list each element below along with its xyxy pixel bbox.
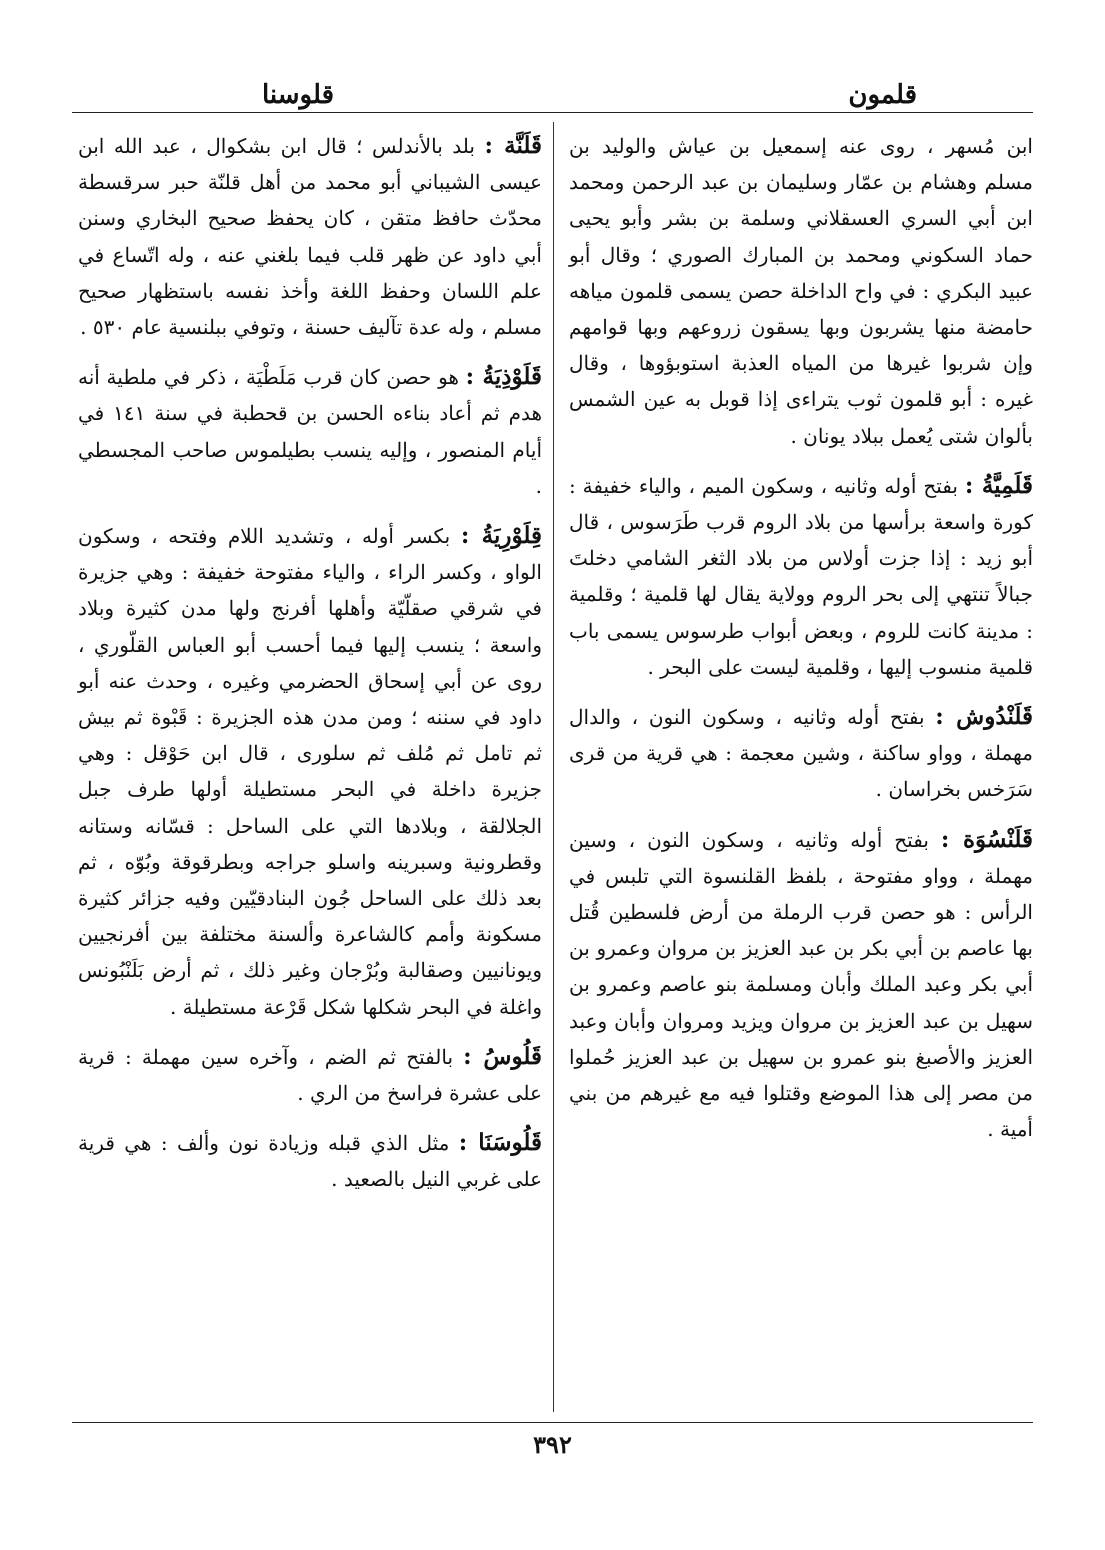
right-column: [569, 128, 1033, 1161]
entry-lemma: قِلَوْرِيَةُ :: [460, 522, 542, 550]
column-divider: [553, 122, 554, 1412]
entry-lemma: قَلَنْدُوش :: [935, 703, 1033, 731]
running-head-right: قلمون: [848, 80, 917, 110]
entry-lemma: قَلَمِيَّةُ :: [964, 471, 1034, 499]
entry-text: هو حصن كان قرب مَلَطْيَة ، ذكر في ملطية أنه هدم ثم أعاد بناءه الحسن بن قحطبة في سنة ١٤١ في أيام المنصور ، وإليه ينسب بطيلموس صاحب المجسطي .: [78, 365, 542, 498]
left-column: [78, 128, 542, 1212]
entry-text: بلد بالأندلس ؛ قال ابن بشكوال ، عبد الله ابن عيسى الشيباني أبو محمد من أهل قلنّة حبر سرقسطة محدّث حافظ متقن ، كان يحفظ صحيح البخاري وسنن أبي داود عن ظهر قلب فيما بلغني عنه ، وله اتّساع في علم اللسان وحفظ اللغة وأخذ نفسه باستظهار صحيح مسلم ، وله عدة تآليف حسنة ، وتوفي ببلنسية عام ٥٣٠ .: [78, 134, 542, 340]
entry-lemma: قَلُوسَنَا :: [458, 1129, 543, 1157]
entry-qalusana: [78, 1125, 542, 1197]
entry-lemma: قَلَوْذِيَةُ :: [465, 363, 542, 391]
entry-text: بفتح أوله وثانيه ، وسكون النون ، وسين مهملة ، وواو مفتوحة ، بلفظ القلنسوة التي تلبس في الرأس : هو حصن قرب الرملة من أرض فلسطين قُتل بها عاصم بن أبي بكر بن عبد العزيز بن مروان وعمرو بن أبي بكر وعبد الملك وأبان ومسلمة بنو عاصم وعمرو بن سهيل بن عبد العزيز بن مروان ويزيد ومروان وأبان وعبد العزيز والأصبغ بنو عمرو بن سهيل بن عبد العزيز حُملوا من مصر إلى هذا الموضع وقتلوا فيه مع غيرهم من بني أمية .: [569, 827, 1033, 1142]
running-head-left: قلوسنا: [262, 80, 335, 110]
entry-text: بالفتح ثم الضم ، وآخره سين مهملة : قرية على عشرة فراسخ من الري .: [78, 1044, 542, 1106]
entry-text: بفتح أوله وثانيه ، وسكون النون ، والدال مهملة ، وواو ساكنة ، وشين معجمة : هي قرية من قرى سَرَخس بخراسان .: [569, 705, 1033, 802]
entry-qalawdhiya: [78, 359, 542, 504]
entry-lemma: قَلَنَّة :: [484, 132, 543, 159]
entry-qalus: [78, 1039, 542, 1111]
page-number: ٣٩٢: [533, 1430, 572, 1459]
entry-qalansuwa: [569, 822, 1033, 1148]
entry-lemma: قَلَنْسُوَة :: [940, 825, 1034, 853]
entry-qalamiyya: [569, 468, 1033, 685]
entry-qalandush: [569, 699, 1033, 808]
entry-text: مثل الذي قبله وزيادة نون وألف : هي قرية على غربي النيل بالصعيد .: [78, 1131, 542, 1192]
entry-text: بكسر أوله ، وتشديد اللام وفتحه ، وسكون الواو ، وكسر الراء ، والياء مفتوحة خفيفة : وهي جزيرة في شرقي صقلّيّة وأهلها أفرنج ولها مدن كثيرة وبلاد واسعة ؛ ينسب إليها فيما أحسب أبو العباس القلّوري ، روى عن أبي إسحاق الحضرمي وغيره ، وحدث عنه أبو داود في سننه ؛ ومن مدن هذه الجزيرة : قَبْوة ثم بيش ثم تامل ثم مُلف ثم سلورى ، قال ابن حَوْقل : وهي جزيرة داخلة في البحر مستطيلة أولها طرف جبل الجلالقة ، وبلادها التي على الساحل : قسّانه وستانه وقطرونية وسبرينه واسلو جراجه وبطرقوقة وبُوّه ، ثم بعد ذلك على الساحل جُون البنادقيّين وفيه جزائر كثيرة مسكونة وأمم كالشاعرة وألسنة مختلفة بين أفرنجيين ويونانيين وصقالبة وبُرْجان وغير ذلك ، ثم أرض بَلَنْبُونس واغلة في البحر شكلها شكل قَرْعة مستطيلة .: [78, 524, 542, 1019]
entry-lemma: قَلُوسُ :: [463, 1042, 542, 1070]
top-rule: [72, 112, 1033, 113]
entry-text: بفتح أوله وثانيه ، وسكون الميم ، والياء خفيفة : كورة واسعة برأسها من بلاد الروم قرب طَرَسوس ، قال أبو زيد : إذا جزت أولاس من بلاد الثغر الشامي دخلتَ جبالاً تنتهي إلى بحر الروم وولاية يقال لها قلمية ؛ وقلمية : مدينة كانت للروم ، وبعض أبواب طرسوس يسمى باب قلمية منسوب إليها ، وقلمية ليست على البحر .: [569, 473, 1033, 679]
entry-qillawriya: [78, 518, 542, 1025]
entry-qalanna: [78, 128, 542, 345]
entry-text: ابن مُسهر ، روى عنه إسمعيل بن عياش والوليد بن مسلم وهشام بن عمّار وسليمان بن عبد الرحمن ومحمد ابن أبي السري العسقلاني وسلمة بن بشر وأبو يحيى حماد السكوني ومحمد بن المبارك الصوري ؛ وقال أبو عبيد البكري : في واح الداخلة حصن يسمى قلمون مياهه حامضة منها يشربون وبها يسقون زروعهم وبها قوامهم وإن شربوا غيرها من المياه العذبة استوبؤوها ، وقال غيره : أبو قلمون ثوب يتراءى إذا قوبل به عين الشمس بألوان شتى يُعمل ببلاد يونان .: [569, 134, 1033, 448]
bottom-rule: [72, 1422, 1033, 1423]
entry-continuation: [569, 128, 1033, 454]
